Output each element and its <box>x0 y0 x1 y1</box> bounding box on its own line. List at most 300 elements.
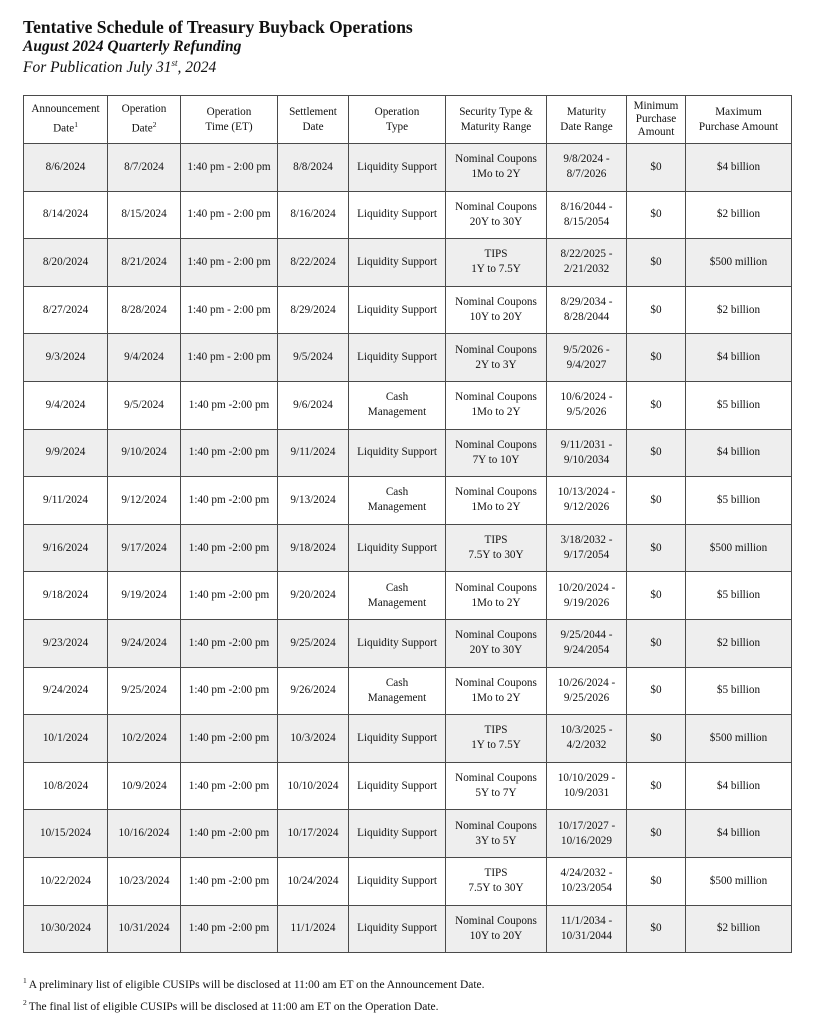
operation-type-cell <box>349 667 446 715</box>
cell-text: 9/24/2024 <box>121 636 167 649</box>
table-row <box>24 381 792 429</box>
cell-text: TIPS <box>484 724 508 737</box>
cell-text: 9/25/2024 <box>121 684 167 697</box>
cell-text: Liquidity Support <box>357 731 437 744</box>
cell-text: 1Mo to 2Y <box>471 501 521 514</box>
cell-text: 2Y to 3Y <box>475 358 517 371</box>
operation-type-cell <box>349 810 446 858</box>
maximum-purchase-cell <box>686 239 792 287</box>
cell-text: 9/5/2024 <box>293 351 333 364</box>
security-type-cell <box>446 857 547 905</box>
settlement-date-cell <box>278 334 349 382</box>
operation-date-cell <box>108 381 181 429</box>
cell-text: 7.5Y to 30Y <box>468 549 524 562</box>
security-type-cell <box>446 191 547 239</box>
cell-text: 9/17/2024 <box>121 541 167 554</box>
operation-time-cell <box>181 524 278 572</box>
settlement-date-cell <box>278 619 349 667</box>
maturity-date-range-cell <box>547 619 627 667</box>
minimum-purchase-cell <box>627 667 686 715</box>
cell-text: 8/29/2024 <box>290 303 336 316</box>
maturity-date-range-cell <box>547 286 627 334</box>
cell-text: 10/24/2024 <box>287 874 339 887</box>
maximum-purchase-cell <box>686 381 792 429</box>
cell-text: Liquidity Support <box>357 636 437 649</box>
cell-text: Liquidity Support <box>357 446 437 459</box>
cell-text: 8/16/2024 <box>290 208 336 221</box>
cell-text: Nominal Coupons <box>455 772 537 785</box>
cell-text: 9/10/2034 <box>563 453 610 466</box>
footnotes <box>23 972 485 1016</box>
announcement-date-cell <box>24 429 108 477</box>
cell-text: Nominal Coupons <box>455 438 537 451</box>
cell-text: 10/22/2024 <box>40 874 91 887</box>
header-line: Maturity Range <box>460 120 532 133</box>
cell-text: Nominal Coupons <box>455 676 537 689</box>
cell-text: 20Y to 30Y <box>469 215 523 228</box>
cell-text: $0 <box>650 351 662 364</box>
cell-text: 1:40 pm -2:00 pm <box>188 446 270 459</box>
cell-text: 9/23/2024 <box>42 636 89 649</box>
settlement-date-cell <box>278 857 349 905</box>
operation-date-cell <box>108 762 181 810</box>
column-header-operation-type <box>349 96 446 144</box>
cell-text: 10/1/2024 <box>42 731 89 744</box>
cell-text: 9/10/2024 <box>121 446 167 459</box>
operation-date-cell <box>108 334 181 382</box>
security-type-cell <box>446 619 547 667</box>
cell-text: $4 billion <box>716 779 761 792</box>
cell-text: 8/7/2026 <box>566 168 607 181</box>
cell-text: 1Y to 7.5Y <box>471 739 521 752</box>
cell-text: 1:40 pm - 2:00 pm <box>187 351 271 364</box>
column-header-minimum-purchase <box>627 96 686 144</box>
cell-text: 8/28/2044 <box>563 311 610 324</box>
announcement-date-cell <box>24 524 108 572</box>
cell-text: $0 <box>650 684 662 697</box>
settlement-date-cell <box>278 667 349 715</box>
cell-text: Nominal Coupons <box>455 581 537 594</box>
maturity-date-range-cell <box>547 524 627 572</box>
cell-text: $0 <box>650 493 662 506</box>
maturity-date-range-cell <box>547 477 627 525</box>
header-line: Date <box>302 120 324 133</box>
minimum-purchase-cell <box>627 619 686 667</box>
cell-text: 10/16/2024 <box>118 827 170 840</box>
operation-time-cell <box>181 619 278 667</box>
table-row <box>24 239 792 287</box>
cell-text: Nominal Coupons <box>455 343 537 356</box>
maximum-purchase-cell <box>686 524 792 572</box>
cell-text: 8/28/2024 <box>121 303 167 316</box>
cell-text: $500 million <box>709 731 768 744</box>
cell-text: 1:40 pm - 2:00 pm <box>187 160 271 173</box>
minimum-purchase-cell <box>627 191 686 239</box>
cell-text: $0 <box>650 208 662 221</box>
minimum-purchase-cell <box>627 715 686 763</box>
cell-text: $0 <box>650 731 662 744</box>
maximum-purchase-cell <box>686 334 792 382</box>
cell-text: Liquidity Support <box>357 922 437 935</box>
column-header-announcement-date <box>24 96 108 144</box>
minimum-purchase-cell <box>627 144 686 192</box>
table-row <box>24 715 792 763</box>
operation-time-cell <box>181 191 278 239</box>
cell-text: 8/22/2024 <box>290 255 336 268</box>
header-line: Purchase Amount <box>698 120 779 133</box>
table-row <box>24 762 792 810</box>
minimum-purchase-cell <box>627 857 686 905</box>
cell-text: Cash <box>385 581 409 594</box>
table-header-row <box>24 96 792 144</box>
minimum-purchase-cell <box>627 572 686 620</box>
cell-text: Management <box>367 596 427 609</box>
cell-text: Nominal Coupons <box>455 391 537 404</box>
cell-text: $5 billion <box>716 684 761 697</box>
cell-text: $5 billion <box>716 398 761 411</box>
cell-text: 10/31/2044 <box>561 929 612 942</box>
cell-text: Liquidity Support <box>357 874 437 887</box>
cell-text: 9/19/2026 <box>563 596 610 609</box>
cell-text: $2 billion <box>716 303 761 316</box>
minimum-purchase-cell <box>627 762 686 810</box>
maturity-date-range-cell <box>547 572 627 620</box>
cell-text: 9/19/2024 <box>121 589 167 602</box>
cell-text: 10/23/2054 <box>561 882 612 895</box>
settlement-date-cell <box>278 905 349 953</box>
operation-type-cell <box>349 144 446 192</box>
cell-text: 10/30/2024 <box>40 922 91 935</box>
cell-text: Cash <box>385 391 409 404</box>
buyback-schedule-table <box>23 95 792 953</box>
header-line: Announcement <box>31 103 100 116</box>
maturity-date-range-cell <box>547 762 627 810</box>
cell-text: 9/11/2024 <box>290 446 336 459</box>
cell-text: 9/20/2024 <box>290 589 336 602</box>
operation-date-cell <box>108 715 181 763</box>
cell-text: 10/13/2024 - <box>557 486 616 499</box>
maximum-purchase-cell <box>686 905 792 953</box>
operation-date-cell <box>108 239 181 287</box>
document-subtitle: August 2024 Quarterly Refunding <box>23 38 242 55</box>
operation-date-cell <box>108 667 181 715</box>
cell-text: Liquidity Support <box>357 827 437 840</box>
table-row <box>24 144 792 192</box>
table-body <box>24 144 792 953</box>
maximum-purchase-cell <box>686 857 792 905</box>
publication-date <box>23 58 216 77</box>
security-type-cell <box>446 715 547 763</box>
cell-text: 10/3/2025 - <box>560 724 613 737</box>
header-line: Settlement <box>289 105 337 118</box>
cell-text: $5 billion <box>716 493 761 506</box>
cell-text: 1:40 pm -2:00 pm <box>188 684 270 697</box>
footnote-marker: 1 <box>23 976 27 985</box>
security-type-cell <box>446 810 547 858</box>
cell-text: TIPS <box>484 534 508 547</box>
operation-time-cell <box>181 715 278 763</box>
operation-date-cell <box>108 905 181 953</box>
header-line: Maximum <box>715 105 762 118</box>
maximum-purchase-cell <box>686 429 792 477</box>
cell-text: 8/14/2024 <box>42 208 89 221</box>
security-type-cell <box>446 477 547 525</box>
cell-text: $4 billion <box>716 351 761 364</box>
cell-text: 1:40 pm -2:00 pm <box>188 541 270 554</box>
security-type-cell <box>446 905 547 953</box>
cell-text: 9/5/2026 - <box>563 343 610 356</box>
operation-time-cell <box>181 286 278 334</box>
cell-text: $0 <box>650 255 662 268</box>
cell-text: Management <box>367 501 427 514</box>
maturity-date-range-cell <box>547 381 627 429</box>
cell-text: Nominal Coupons <box>455 819 537 832</box>
table-row <box>24 524 792 572</box>
operation-type-cell <box>349 334 446 382</box>
security-type-cell <box>446 239 547 287</box>
cell-text: 8/8/2024 <box>293 160 333 173</box>
column-header-security-type <box>446 96 547 144</box>
announcement-date-cell <box>24 144 108 192</box>
announcement-date-cell <box>24 334 108 382</box>
cell-text: 10/9/2024 <box>121 779 167 792</box>
operation-date-cell <box>108 619 181 667</box>
operation-type-cell <box>349 524 446 572</box>
cell-text: Management <box>367 691 427 704</box>
operation-type-cell <box>349 286 446 334</box>
minimum-purchase-cell <box>627 286 686 334</box>
cell-text: 1:40 pm - 2:00 pm <box>187 255 271 268</box>
maximum-purchase-cell <box>686 191 792 239</box>
operation-date-cell <box>108 857 181 905</box>
cell-text: $2 billion <box>716 208 761 221</box>
cell-text: $0 <box>650 541 662 554</box>
maturity-date-range-cell <box>547 191 627 239</box>
cell-text: 10/8/2024 <box>42 779 89 792</box>
security-type-cell <box>446 762 547 810</box>
cell-text: 9/11/2031 - <box>560 438 613 451</box>
cell-text: 10/20/2024 - <box>557 581 616 594</box>
cell-text: 10/26/2024 - <box>557 676 616 689</box>
cell-text: $500 million <box>709 874 768 887</box>
security-type-cell <box>446 667 547 715</box>
settlement-date-cell <box>278 810 349 858</box>
security-type-cell <box>446 286 547 334</box>
cell-text: 9/18/2024 <box>42 589 89 602</box>
security-type-cell <box>446 381 547 429</box>
cell-text: 9/4/2024 <box>45 398 86 411</box>
publication-date-ordinal: st <box>171 58 178 68</box>
column-header-maximum-purchase <box>686 96 792 144</box>
settlement-date-cell <box>278 715 349 763</box>
maturity-date-range-cell <box>547 667 627 715</box>
cell-text: 8/7/2024 <box>124 160 164 173</box>
maximum-purchase-cell <box>686 762 792 810</box>
cell-text: $0 <box>650 922 662 935</box>
operation-time-cell <box>181 144 278 192</box>
cell-text: Liquidity Support <box>357 351 437 364</box>
maximum-purchase-cell <box>686 477 792 525</box>
operation-time-cell <box>181 572 278 620</box>
cell-text: 8/6/2024 <box>45 160 86 173</box>
cell-text: 10/10/2029 - <box>557 772 616 785</box>
cell-text: Liquidity Support <box>357 303 437 316</box>
column-header-maturity-date-range <box>547 96 627 144</box>
cell-text: Nominal Coupons <box>455 914 537 927</box>
cell-text: $2 billion <box>716 922 761 935</box>
cell-text: 1:40 pm - 2:00 pm <box>187 303 271 316</box>
cell-text: 9/13/2024 <box>290 493 336 506</box>
table-row <box>24 191 792 239</box>
security-type-cell <box>446 429 547 477</box>
cell-text: $0 <box>650 589 662 602</box>
cell-text: 9/4/2027 <box>566 358 607 371</box>
footnote-marker: 1 <box>74 120 78 130</box>
maximum-purchase-cell <box>686 572 792 620</box>
footnote-text: The final list of eligible CUSIPs will be disclosed at 11:00 am ET on the Operation Date. <box>28 1000 439 1013</box>
cell-text: $0 <box>650 827 662 840</box>
cell-text: 9/8/2024 - <box>563 153 610 166</box>
cell-text: 1:40 pm -2:00 pm <box>188 779 270 792</box>
cell-text: Management <box>367 406 427 419</box>
cell-text: 1Mo to 2Y <box>471 406 521 419</box>
minimum-purchase-cell <box>627 381 686 429</box>
cell-text: 8/20/2024 <box>42 255 89 268</box>
cell-text: TIPS <box>484 867 508 880</box>
operation-type-cell <box>349 477 446 525</box>
maturity-date-range-cell <box>547 429 627 477</box>
cell-text: 8/15/2054 <box>563 215 610 228</box>
maximum-purchase-cell <box>686 715 792 763</box>
cell-text: 10/10/2024 <box>287 779 339 792</box>
footnote-marker: 2 <box>23 997 27 1007</box>
announcement-date-cell <box>24 191 108 239</box>
cell-text: 9/25/2044 - <box>560 629 613 642</box>
minimum-purchase-cell <box>627 429 686 477</box>
announcement-date-cell <box>24 715 108 763</box>
operation-time-cell <box>181 334 278 382</box>
cell-text: 8/21/2024 <box>121 255 167 268</box>
cell-text: Nominal Coupons <box>455 153 537 166</box>
cell-text: 11/1/2034 - <box>560 914 613 927</box>
table-row <box>24 477 792 525</box>
cell-text: TIPS <box>484 248 508 261</box>
header-line: Security Type & <box>459 105 533 118</box>
operation-type-cell <box>349 857 446 905</box>
cell-text: 4/24/2032 - <box>560 867 613 880</box>
cell-text: Nominal Coupons <box>455 486 537 499</box>
cell-text: Nominal Coupons <box>455 629 537 642</box>
cell-text: 9/17/2054 <box>563 549 610 562</box>
security-type-cell <box>446 144 547 192</box>
cell-text: 1:40 pm -2:00 pm <box>188 827 270 840</box>
cell-text: 7.5Y to 30Y <box>468 882 524 895</box>
cell-text: 7Y to 10Y <box>472 453 520 466</box>
header-line: Operation <box>374 105 420 118</box>
cell-text: 1Mo to 2Y <box>471 691 521 704</box>
operation-time-cell <box>181 477 278 525</box>
operation-type-cell <box>349 762 446 810</box>
cell-text: 8/29/2034 - <box>560 296 613 309</box>
cell-text: 1:40 pm -2:00 pm <box>188 874 270 887</box>
cell-text: 1:40 pm -2:00 pm <box>188 636 270 649</box>
table-row <box>24 334 792 382</box>
cell-text: 5Y to 7Y <box>475 787 517 800</box>
security-type-cell <box>446 524 547 572</box>
table-row <box>24 429 792 477</box>
cell-text: 10/23/2024 <box>118 874 170 887</box>
cell-text: Cash <box>385 486 409 499</box>
publication-date-prefix: For Publication July 31 <box>23 59 172 77</box>
security-type-cell <box>446 334 547 382</box>
maturity-date-range-cell <box>547 715 627 763</box>
settlement-date-cell <box>278 239 349 287</box>
cell-text: 4/2/2032 <box>566 739 607 752</box>
table-row <box>24 286 792 334</box>
cell-text: 9/5/2024 <box>124 398 164 411</box>
announcement-date-cell <box>24 381 108 429</box>
footnote-1 <box>23 972 485 994</box>
operation-date-cell <box>108 810 181 858</box>
announcement-date-cell <box>24 572 108 620</box>
operation-time-cell <box>181 381 278 429</box>
cell-text: 9/3/2024 <box>45 351 86 364</box>
cell-text: $4 billion <box>716 446 761 459</box>
cell-text: 9/4/2024 <box>124 351 164 364</box>
footnote-marker: 2 <box>152 120 157 130</box>
cell-text: 1Mo to 2Y <box>471 596 521 609</box>
maturity-date-range-cell <box>547 334 627 382</box>
header-line: Time (ET) <box>205 120 253 133</box>
maximum-purchase-cell <box>686 667 792 715</box>
cell-text: Liquidity Support <box>357 208 437 221</box>
operation-type-cell <box>349 429 446 477</box>
settlement-date-cell <box>278 477 349 525</box>
cell-text: 10/16/2029 <box>561 834 612 847</box>
operation-time-cell <box>181 239 278 287</box>
footnote-2 <box>23 994 485 1016</box>
maturity-date-range-cell <box>547 239 627 287</box>
cell-text: Cash <box>385 676 409 689</box>
cell-text: 8/15/2024 <box>121 208 167 221</box>
minimum-purchase-cell <box>627 477 686 525</box>
cell-text: 9/12/2024 <box>121 493 167 506</box>
cell-text: $0 <box>650 303 662 316</box>
minimum-purchase-cell <box>627 334 686 382</box>
cell-text: Liquidity Support <box>357 255 437 268</box>
table-row <box>24 572 792 620</box>
cell-text: 9/18/2024 <box>290 541 336 554</box>
cell-text: Liquidity Support <box>357 779 437 792</box>
announcement-date-cell <box>24 762 108 810</box>
cell-text: $0 <box>650 779 662 792</box>
table-row <box>24 810 792 858</box>
cell-text: 8/22/2025 - <box>560 248 613 261</box>
announcement-date-cell <box>24 619 108 667</box>
operation-time-cell <box>181 667 278 715</box>
minimum-purchase-cell <box>627 524 686 572</box>
maturity-date-range-cell <box>547 905 627 953</box>
cell-text: 10/17/2027 - <box>557 819 616 832</box>
announcement-date-cell <box>24 857 108 905</box>
cell-text: 11/1/2024 <box>290 922 336 935</box>
operation-time-cell <box>181 810 278 858</box>
cell-text: Liquidity Support <box>357 541 437 554</box>
announcement-date-cell <box>24 286 108 334</box>
cell-text: 3/18/2032 - <box>560 534 613 547</box>
cell-text: 1:40 pm -2:00 pm <box>188 398 270 411</box>
security-type-cell <box>446 572 547 620</box>
